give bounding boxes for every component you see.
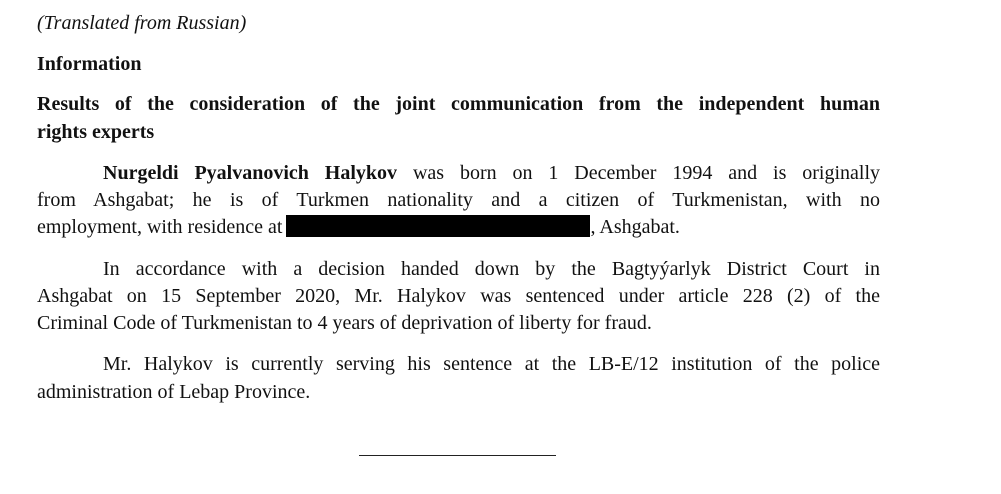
paragraph-1-line-2: from Ashgabat; he is of Turkmen nationality and a citizen of Turkmenistan, with no xyxy=(37,189,880,211)
paragraph-1-line-1-rest: was born on 1 December 1994 and is originally xyxy=(412,162,881,184)
paragraph-3-line-2: administration of Lebap Province. xyxy=(37,381,311,403)
subheading-line-2: rights experts xyxy=(37,121,155,143)
person-name: Nurgeldi Pyalvanovich Halykov xyxy=(103,162,398,184)
paragraph-2-line-3: Criminal Code of Turkmenistan to 4 years of deprivation of liberty for fraud. xyxy=(37,312,652,334)
paragraph-1-line-1 xyxy=(103,161,880,185)
paragraph-1-line-3 xyxy=(37,215,680,239)
document-heading: Information xyxy=(37,53,142,75)
residence-label: employment, with residence at xyxy=(37,216,283,238)
subheading-line-1: Results of the consideration of the joint communication from the independent human xyxy=(37,93,880,115)
paragraph-3-line-1: Mr. Halykov is currently serving his sentence at the LB-E/12 institution of the police xyxy=(103,353,880,375)
paragraph-2-line-2: Ashgabat on 15 September 2020, Mr. Halykov was sentenced under article 228 (2) of the xyxy=(37,285,880,307)
redaction-box xyxy=(286,215,590,237)
end-rule xyxy=(359,455,556,456)
residence-city: , Ashgabat. xyxy=(590,216,680,238)
paragraph-2-line-1: In accordance with a decision handed down by the Bagtyýarlyk District Court in xyxy=(103,258,880,280)
translation-note: (Translated from Russian) xyxy=(37,12,247,34)
